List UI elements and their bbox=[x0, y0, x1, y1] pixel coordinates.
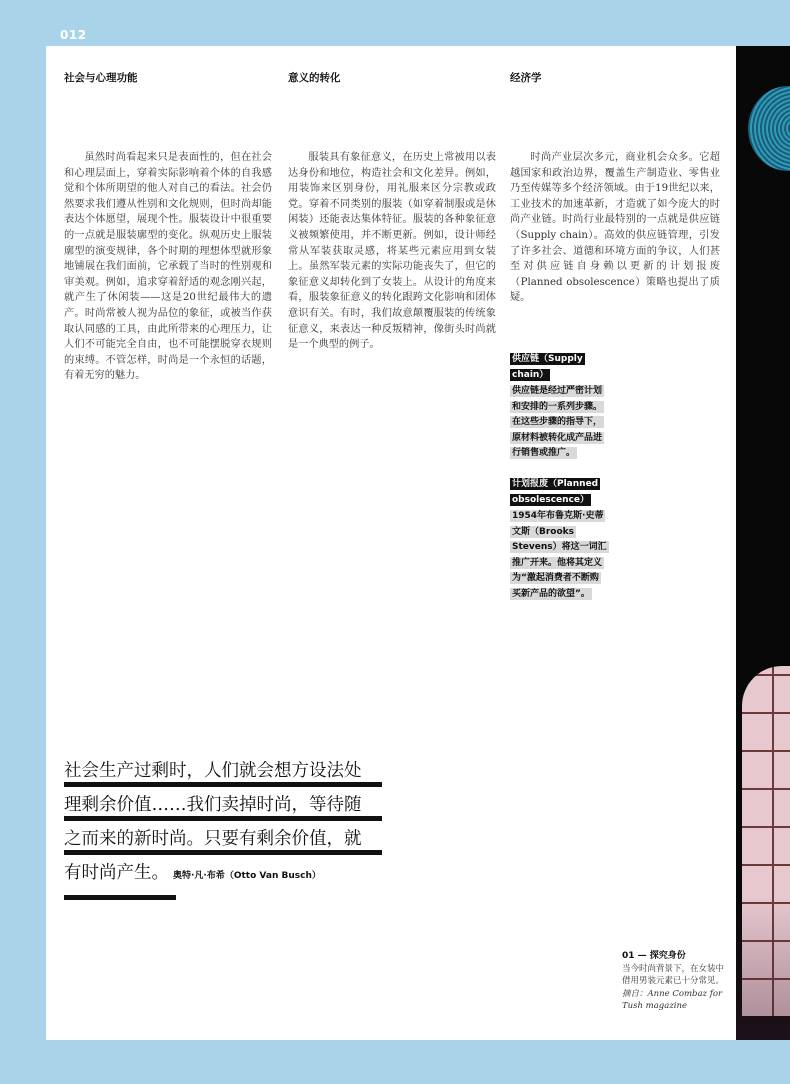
quote-line: 之而来的新时尚。只要有剩余价值，就 bbox=[64, 829, 362, 849]
quote-author: 奥特·凡·布希（Otto Van Busch） bbox=[173, 871, 321, 881]
column-title-meaning: 意义的转化 bbox=[288, 72, 341, 84]
column-text-economics: 时尚产业层次多元，商业机会众多。它超越国家和政治边界，覆盖生产制造业、零售业乃至传媒等多个经济领域。由于19世纪以来，工业技术的加速革新，才造就了如今庞大的时尚产业链。时尚行业最特别的一点就是供应链（Supply chain）。高效的供应链管理，引发了许多社会、道德和环境方面的争议，人们甚至对供应链自身赖以更新的计划报废（Planned obsolescence）策略也提出了质疑。 bbox=[510, 152, 720, 304]
photo-caption bbox=[622, 950, 726, 1013]
quote-line: 社会生产过剩时，人们就会想方设法处 bbox=[64, 761, 362, 781]
quote-rule bbox=[64, 850, 382, 855]
pull-quote bbox=[64, 754, 384, 893]
page-number: 012 bbox=[60, 28, 87, 42]
quote-line: 理剩余价值……我们卖掉时尚，等待随 bbox=[64, 795, 362, 815]
column-text-social: 虽然时尚看起来只是表面性的，但在社会和心理层面上，穿着实际影响着个体的自我感觉和个体所期望的他人对自己的看法。社会仍然要求我们遵从性别和文化规则，但时尚却能表达个体愿望，展现个性。服装设计中很重要的一点就是服装廓型的变化。纵观历史上服装廓型的演变规律，各个时期的理想体型就形象地铺展在我们面前，它承载了当时的性别观和审美观。例如，追求穿着舒适的观念刚兴起，就产生了休闲装——这是20世纪最伟大的遗产。时尚常被人视为品位的象征，或被当作获取认同感的工具，由此所带来的心理压力，让人们不可能完全自由，也不可能摆脱穿衣规则的束缚。不管怎样，时尚是一个永恒的话题，有着无穷的魅力。 bbox=[64, 152, 272, 382]
photo-hair bbox=[748, 86, 790, 171]
glossary-term-supply-chain: 供应链（Supply chain） bbox=[512, 354, 583, 380]
caption-text: 当今时尚背景下，在女装中借用男装元素已十分常见。 bbox=[622, 963, 725, 986]
quote-rule bbox=[64, 782, 382, 787]
quote-line-last: 有时尚产生。 奥特·凡·布希（Otto Van Busch） bbox=[64, 863, 321, 883]
caption-credit: 摘自：Anne Combaz for Tush magazine bbox=[622, 988, 723, 1011]
caption-title: 01 — 探究身份 bbox=[622, 951, 686, 961]
column-text-meaning: 服装具有象征意义，在历史上常被用以表达身份和地位，构造社会和文化差异。例如，用装饰来区别身份，用礼服来区分宗教或政党。穿着不同类别的服装（如穿着制服或是休闲装）还能表达集体特征。服装的各种象征意义被频繁使用，并不断更新。例如，设计师经常从军装获取灵感，将某些元素应用到女装上。虽然军装元素的实际功能丧失了，但它的象征意义却转化到了女装上。从设计的角度来看，服装象征意义的转化跟跨文化影响和团体意识有关。有时，我们故意颠覆服装的传统象征意义，来表达一种反叛精神，像街头时尚就是一个典型的例子。 bbox=[288, 152, 496, 351]
column-title-economics: 经济学 bbox=[510, 72, 542, 84]
glossary-definition-planned-obsolescence: 1954年布鲁克斯·史蒂文斯（Brooks Stevens）将这一词汇推广开来。他将其定义为“激起消费者不断购买新产品的欲望”。 bbox=[512, 511, 607, 599]
photo-shadow bbox=[736, 896, 790, 1040]
quote-rule-short bbox=[64, 895, 176, 900]
glossary-term-planned-obsolescence: 计划报废（Planned obsolescence） bbox=[512, 479, 599, 505]
glossary-definition-supply-chain: 供应链是经过严密计划和安排的一系列步骤。在这些步骤的指导下，原材料被转化成产品进行销售或推广。 bbox=[512, 386, 603, 458]
fashion-photo bbox=[736, 46, 790, 1040]
column-title-social: 社会与心理功能 bbox=[64, 72, 138, 84]
quote-rule bbox=[64, 816, 382, 821]
